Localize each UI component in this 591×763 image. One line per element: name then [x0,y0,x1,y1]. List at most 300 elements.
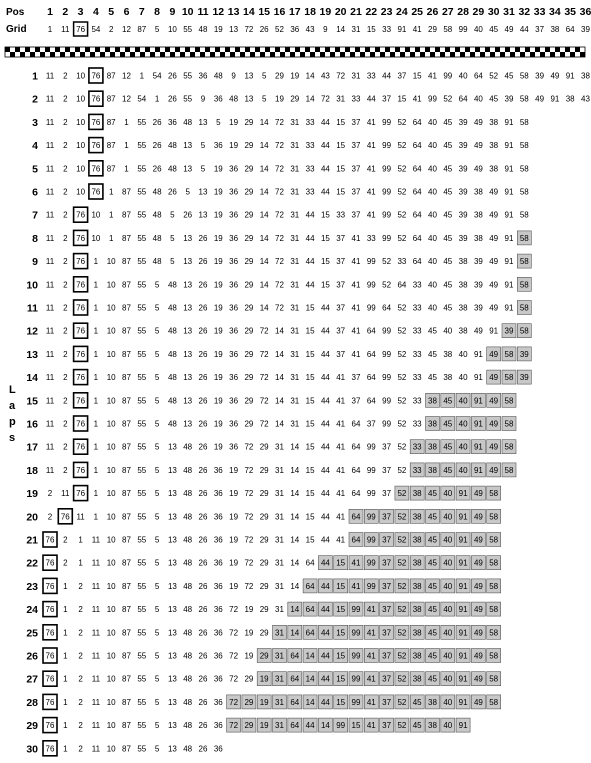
car-number: 40 [443,674,453,684]
car-number: 29 [244,419,254,429]
flag-square [135,47,140,52]
car-number: 45 [489,94,499,104]
flag-square [385,47,390,52]
car-number: 38 [489,117,499,127]
car-number: 72 [259,396,269,406]
car-number: 11 [45,465,55,475]
car-number: 5 [154,465,160,475]
car-number: 38 [428,721,437,731]
car-number: 31 [275,721,284,731]
car-number: 64 [351,535,361,545]
car-number: 36 [213,94,223,104]
car-number: 14 [305,71,315,81]
car-number: 1 [154,94,160,104]
car-number: 29 [244,141,254,151]
flag-square [420,52,425,57]
flag-square [30,52,35,57]
car-number: 58 [519,257,529,267]
car-number: 31 [290,419,300,429]
car-number: 48 [167,164,177,174]
car-number: 10 [106,465,116,475]
car-number: 26 [198,744,208,754]
car-number: 72 [259,373,269,383]
flag-square [165,52,170,57]
flag-square [200,47,205,52]
car-number: 39 [473,280,483,290]
car-number: 11 [45,303,55,313]
car-number: 44 [366,94,376,104]
flag-square [530,52,535,57]
car-number: 37 [382,605,392,615]
car-number: 38 [473,210,483,220]
flag-square [90,52,95,57]
flag-square [155,52,160,57]
car-number: 99 [366,257,376,267]
car-number: 55 [137,396,147,406]
car-number: 64 [351,419,361,429]
flag-square [220,47,225,52]
flag-square [35,47,40,52]
car-number: 5 [154,373,160,383]
car-number: 38 [489,164,499,174]
car-number: 37 [336,349,346,359]
car-number: 2 [63,558,68,568]
position-header: 1 [47,6,53,18]
car-number: 19 [213,257,223,267]
car-number: 64 [305,581,315,591]
flag-square [250,52,255,57]
car-number: 87 [122,628,131,638]
car-number: 49 [473,605,483,615]
car-number: 58 [519,187,529,197]
car-number: 13 [167,721,177,731]
car-number: 48 [167,373,177,383]
flag-square [560,52,565,57]
car-number: 1 [124,141,129,151]
position-header: 20 [334,6,347,18]
car-number: 33 [351,94,361,104]
car-number: 40 [458,419,468,429]
flag-square [280,47,285,52]
flag-square [225,47,230,52]
position-header: 24 [396,6,408,18]
car-number: 15 [320,280,330,290]
car-number: 26 [152,164,162,174]
car-number: 44 [320,187,330,197]
car-number: 44 [305,721,315,731]
car-number: 37 [382,489,392,499]
flag-square [95,47,100,52]
car-number: 26 [152,117,162,127]
grid-car: 43 [305,25,315,34]
flag-square [35,52,40,57]
car-number: 52 [397,651,407,661]
car-number: 10 [76,117,86,127]
car-number: 72 [229,651,239,661]
flag-square [405,47,410,52]
grid-car: 64 [565,25,575,34]
car-number: 87 [122,581,131,591]
flag-square [120,52,125,57]
car-number: 15 [305,535,315,545]
car-number: 91 [458,697,468,707]
position-header: 13 [227,6,240,18]
flag-square [140,47,145,52]
car-number: 26 [167,187,177,197]
car-number: 2 [63,164,68,174]
position-header: 18 [304,6,316,18]
flag-square [445,52,450,57]
car-number: 1 [78,558,83,568]
car-number: 72 [244,442,254,452]
flag-square [160,52,165,57]
flag-square [170,47,175,52]
car-number: 55 [137,117,147,127]
lap-number: 26 [26,650,38,663]
car-number: 11 [45,117,55,127]
car-number: 64 [290,651,300,661]
car-number: 2 [63,326,68,336]
grid-car: 19 [213,25,223,34]
car-number: 15 [305,349,315,359]
car-number: 76 [45,674,55,684]
car-number: 5 [154,442,160,452]
car-number: 55 [137,489,147,499]
position-header: 30 [487,6,500,18]
car-number: 10 [106,628,116,638]
car-number: 58 [519,141,529,151]
flag-square [345,47,350,52]
position-header: 27 [441,6,454,18]
car-number: 41 [366,164,376,174]
car-number: 5 [170,210,175,220]
flag-square [100,52,105,57]
car-number: 29 [259,581,269,591]
car-number: 99 [366,512,376,522]
car-number: 29 [244,187,254,197]
car-number: 41 [336,512,346,522]
car-number: 15 [336,581,346,591]
car-number: 10 [76,187,86,197]
flag-square [520,52,525,57]
car-number: 49 [473,141,483,151]
flag-square [325,47,330,52]
car-number: 76 [60,512,70,522]
car-number: 26 [198,303,208,313]
car-number: 11 [45,141,55,151]
car-number: 14 [259,257,269,267]
car-number: 26 [198,419,208,429]
flag-square [325,52,330,57]
car-number: 87 [122,558,131,568]
flag-square [450,47,455,52]
car-number: 15 [305,512,315,522]
flag-square [290,47,295,52]
car-number: 37 [351,373,361,383]
car-number: 5 [154,303,160,313]
car-number: 45 [412,721,422,731]
car-number: 37 [397,71,407,81]
car-number: 48 [152,257,162,267]
car-number: 52 [382,280,392,290]
flag-square [165,47,170,52]
car-number: 36 [213,512,223,522]
car-number: 91 [458,605,468,615]
car-number: 48 [183,605,193,615]
car-number: 1 [108,210,114,220]
lap-number: 22 [26,557,38,570]
car-number: 64 [351,489,361,499]
car-number: 91 [458,721,468,731]
car-number: 76 [76,465,86,475]
flag-square [190,47,195,52]
car-number: 52 [382,257,392,267]
car-number: 14 [290,581,300,591]
flag-square [5,52,10,57]
car-number: 91 [458,628,468,638]
flag-square [65,47,70,52]
lap-number: 14 [26,372,38,385]
car-number: 11 [45,373,55,383]
car-number: 45 [428,674,437,684]
car-number: 58 [489,489,499,499]
flag-square [480,47,485,52]
flag-square [375,52,380,57]
car-number: 64 [397,280,407,290]
flag-square [105,47,110,52]
car-number: 36 [213,744,223,754]
car-number: 14 [305,697,315,707]
car-number: 45 [428,326,437,336]
car-number: 29 [290,94,300,104]
car-number: 52 [397,419,407,429]
flag-square [95,52,100,57]
car-number: 11 [91,674,101,684]
car-number: 41 [366,674,376,684]
car-number: 87 [122,442,131,452]
car-number: 48 [167,303,177,313]
grid-car: 41 [412,25,422,34]
flag-square [15,47,20,52]
car-number: 26 [198,605,208,615]
flag-square [50,47,55,52]
car-number: 52 [397,141,407,151]
flag-square [460,52,465,57]
car-number: 38 [412,674,422,684]
car-number: 36 [229,233,239,243]
car-number: 40 [443,651,453,661]
lap-number: 18 [26,464,38,477]
car-number: 15 [336,187,346,197]
car-number: 44 [320,419,330,429]
car-number: 26 [198,442,208,452]
car-number: 1 [63,581,68,591]
lap-number: 23 [26,580,38,593]
car-number: 14 [275,373,284,383]
car-number: 91 [504,303,514,313]
car-number: 49 [550,71,560,81]
car-number: 99 [366,442,376,452]
position-header: 14 [243,6,255,18]
car-number: 10 [76,141,86,151]
car-number: 14 [290,605,300,615]
car-number: 29 [244,257,254,267]
car-number: 87 [122,396,131,406]
car-number: 99 [366,489,376,499]
lap-number: 2 [32,93,38,106]
car-number: 26 [198,628,208,638]
car-number: 72 [275,257,284,267]
flag-square [315,52,320,57]
flag-square [110,47,115,52]
car-number: 48 [183,558,193,568]
car-number: 45 [443,419,453,429]
flag-square [240,47,245,52]
car-number: 36 [213,628,223,638]
car-number: 38 [412,489,422,499]
car-number: 11 [45,280,55,290]
car-number: 19 [290,71,300,81]
flag-square [415,52,420,57]
car-number: 87 [122,419,131,429]
car-number: 29 [244,373,254,383]
flag-square [455,47,460,52]
lap-number: 16 [26,418,38,431]
car-number: 44 [320,489,330,499]
lap-number: 24 [26,604,38,617]
car-number: 2 [63,187,68,197]
flag-square [365,47,370,52]
car-number: 99 [351,605,361,615]
car-number: 64 [290,721,300,731]
car-number: 15 [305,326,315,336]
car-number: 38 [458,257,468,267]
car-number: 55 [137,280,147,290]
car-number: 19 [229,558,239,568]
flag-square [230,47,235,52]
car-number: 1 [93,396,99,406]
car-number: 10 [106,489,116,499]
car-number: 48 [183,721,193,731]
flag-square [345,52,350,57]
car-number: 19 [213,233,223,243]
flag-square [465,47,470,52]
car-number: 91 [473,373,483,383]
car-number: 1 [93,349,99,359]
flag-square [350,52,355,57]
car-number: 49 [489,396,499,406]
car-number: 99 [428,94,437,104]
car-number: 41 [366,651,376,661]
car-number: 29 [244,349,254,359]
flag-square [410,52,415,57]
car-number: 5 [154,628,160,638]
flag-square [520,47,525,52]
car-number: 91 [504,233,514,243]
car-number: 11 [45,210,55,220]
flag-square [405,52,410,57]
car-number: 44 [320,465,330,475]
car-number: 5 [200,164,206,174]
car-number: 14 [305,94,315,104]
car-number: 38 [458,326,468,336]
car-number: 5 [154,489,160,499]
flag-square [390,52,395,57]
flag-square [130,52,135,57]
car-number: 36 [213,721,223,731]
car-number: 87 [122,210,131,220]
flag-square [380,52,385,57]
flag-square [320,47,325,52]
flag-square [505,52,510,57]
car-number: 38 [581,71,590,81]
car-number: 11 [91,651,101,661]
car-number: 39 [458,187,468,197]
car-number: 13 [198,187,208,197]
car-number: 58 [519,233,529,243]
car-number: 87 [122,349,131,359]
flag-square [330,47,335,52]
car-number: 39 [473,257,483,267]
car-number: 10 [91,210,101,220]
car-number: 1 [93,326,99,336]
car-number: 36 [213,581,223,591]
car-number: 52 [397,396,407,406]
flag-square [355,52,360,57]
car-number: 26 [198,257,208,267]
lap-number: 20 [26,511,38,524]
car-number: 31 [275,605,284,615]
car-number: 55 [137,442,147,452]
car-number: 11 [45,71,55,81]
car-number: 41 [366,605,376,615]
car-number: 31 [290,257,300,267]
car-number: 19 [213,349,223,359]
car-number: 12 [122,71,131,81]
flag-square [40,52,45,57]
car-number: 29 [259,651,269,661]
car-number: 76 [45,744,55,754]
car-number: 40 [428,210,437,220]
car-number: 10 [106,674,116,684]
car-number: 99 [443,71,453,81]
car-number: 99 [366,303,376,313]
car-number: 13 [167,512,177,522]
flag-square [80,52,85,57]
position-header: 10 [181,6,194,18]
car-number: 99 [366,581,376,591]
car-number: 14 [275,326,284,336]
car-number: 5 [154,721,160,731]
flag-square [370,47,375,52]
car-number: 52 [397,674,407,684]
car-number: 29 [244,233,254,243]
car-number: 39 [458,233,468,243]
flag-square [555,47,560,52]
car-number: 14 [290,558,300,568]
flag-square [550,52,555,57]
grid-car: 48 [198,25,208,34]
car-number: 5 [154,326,160,336]
car-number: 15 [336,628,346,638]
flag-square [490,52,495,57]
grid-car: 55 [183,25,193,34]
car-number: 26 [198,280,208,290]
car-number: 45 [428,373,437,383]
car-number: 29 [244,697,254,707]
car-number: 43 [581,94,590,104]
car-number: 45 [428,581,437,591]
